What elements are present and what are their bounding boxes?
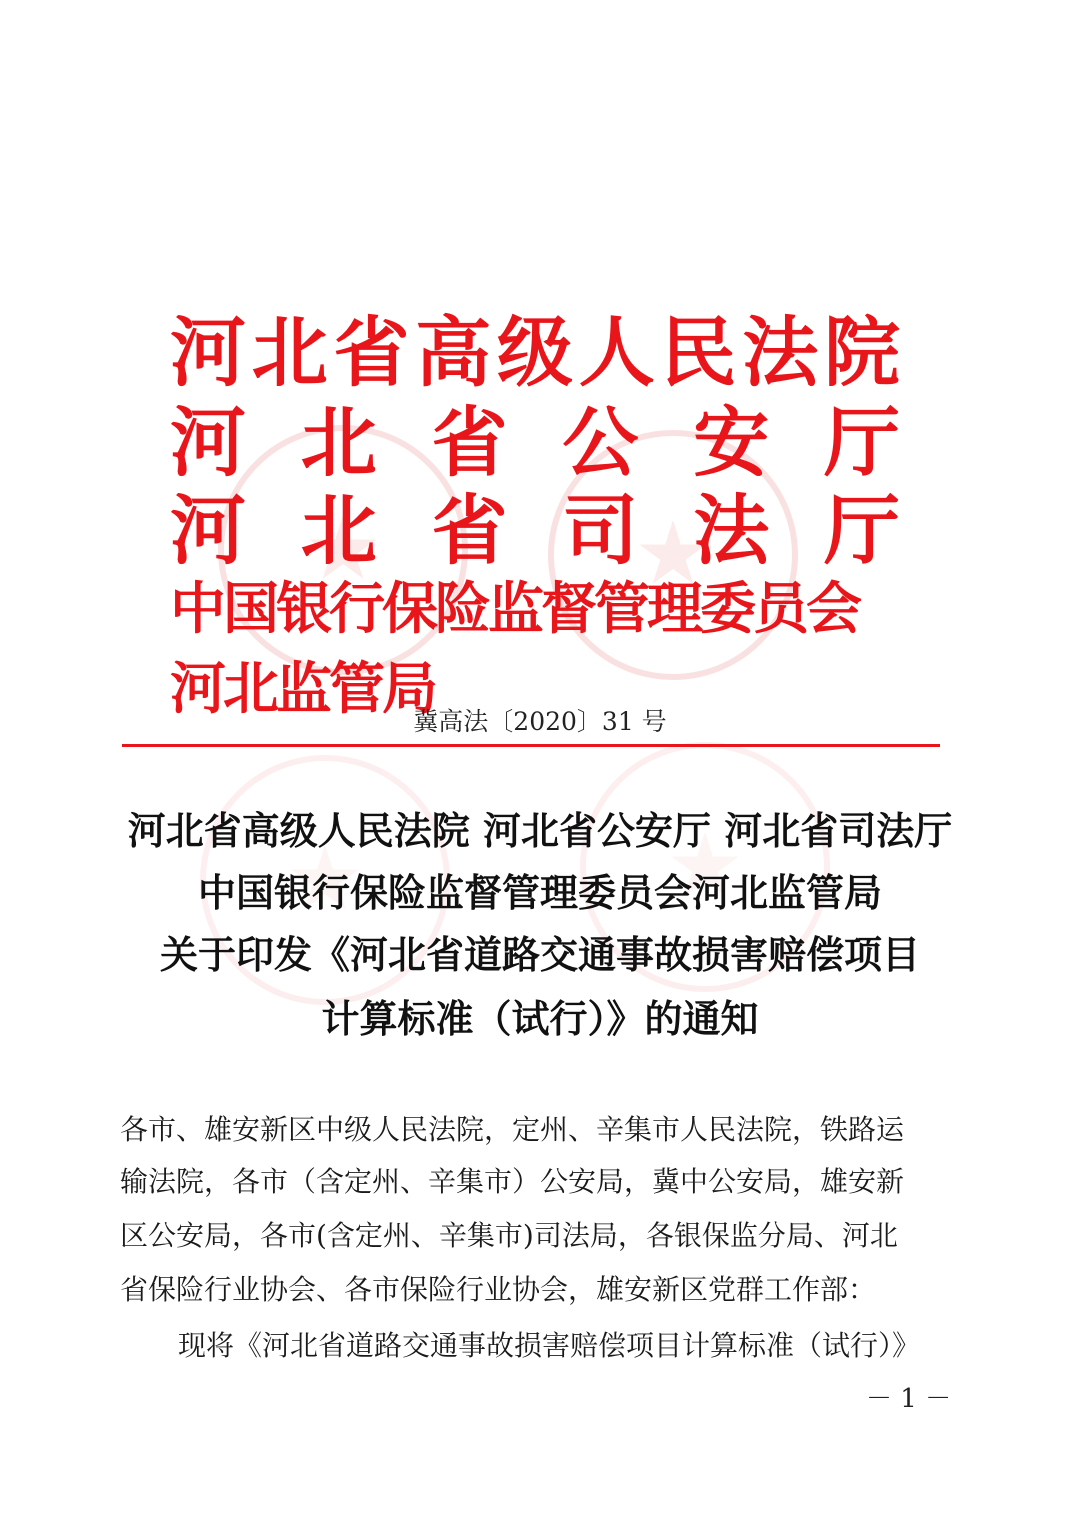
title-line-1: 河北省高级人民法院 河北省公安厅 河北省司法厅	[127, 808, 953, 853]
body-line: 省保险行业协会、各市保险行业协会，雄安新区党群工作部：	[120, 1273, 877, 1306]
title-line-4: 计算标准（试行）》的通知	[321, 996, 759, 1041]
issuer-justice-department: 河 北 省 司 法 厅	[170, 486, 900, 575]
body-line: 区公安局，各市(含定州、辛集市)司法局，各银保监分局、河北	[120, 1219, 898, 1252]
issuer-high-court: 河 北 省 高 级 人 民 法 院	[170, 308, 900, 397]
red-divider	[122, 744, 940, 747]
title-line-3: 关于印发《河北省道路交通事故损害赔偿项目	[159, 932, 920, 977]
issuer-cbirc-hebei: 中国银行保险监督管理委员会河北监管局	[170, 577, 859, 722]
body-line: 现将《河北省道路交通事故损害赔偿项目计算标准（试行）》	[178, 1329, 921, 1362]
document-number: 冀高法〔2020〕31 号	[413, 707, 667, 736]
body-line: 各市、雄安新区中级人民法院，定州、辛集市人民法院，铁路运	[120, 1113, 905, 1146]
issuer-public-security: 河 北 省 公 安 厅	[170, 398, 900, 487]
title-line-2: 中国银行保险监督管理委员会河北监管局	[197, 870, 882, 915]
body-line: 输法院，各市（含定州、辛集市）公安局，冀中公安局，雄安新	[120, 1165, 905, 1198]
page-number: － 1 －	[866, 1384, 952, 1414]
